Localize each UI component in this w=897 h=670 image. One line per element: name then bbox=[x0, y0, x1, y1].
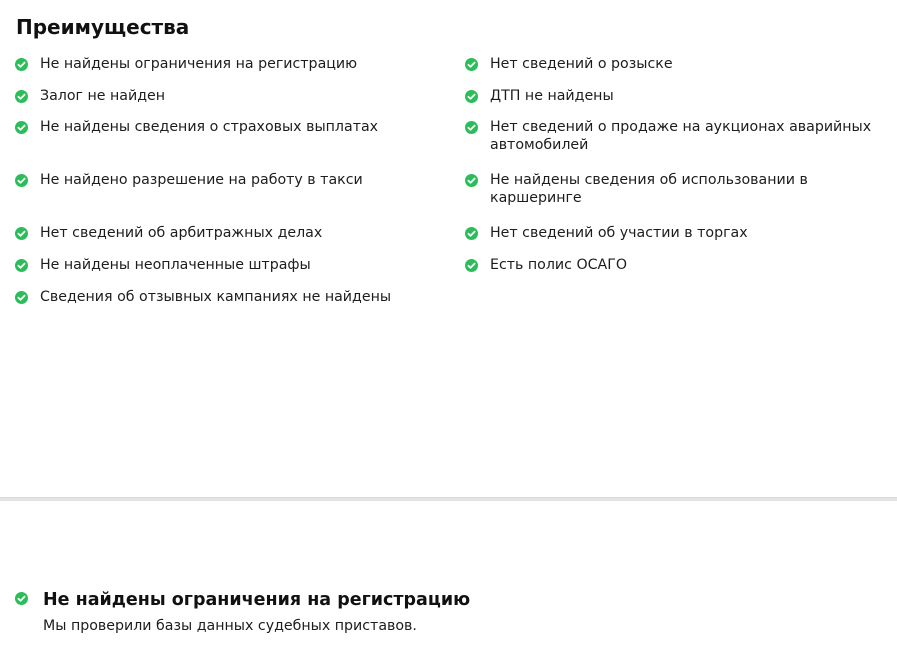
advantage-item bbox=[15, 171, 447, 212]
check-circle-icon bbox=[15, 227, 28, 240]
advantage-item bbox=[465, 118, 897, 159]
advantage-item bbox=[465, 171, 897, 212]
advantage-label: ДТП не найдены bbox=[490, 88, 614, 104]
advantage-item bbox=[465, 224, 897, 242]
check-circle-icon bbox=[465, 227, 478, 240]
check-circle-icon bbox=[15, 121, 28, 134]
detail-description: Мы проверили базы данных судебных приставов. bbox=[43, 618, 417, 634]
advantage-label: Нет сведений об участии в торгах bbox=[490, 225, 748, 241]
advantage-label: Не найдены сведения об использовании в каршеринге bbox=[490, 172, 808, 206]
advantage-label: Сведения об отзывных кампаниях не найдены bbox=[40, 289, 392, 305]
check-circle-icon bbox=[465, 259, 478, 272]
advantage-label: Не найдено разрешение на работу в такси bbox=[40, 172, 363, 188]
check-circle-icon bbox=[15, 291, 28, 304]
advantage-item bbox=[15, 55, 447, 73]
detail-title: Не найдены ограничения на регистрацию bbox=[43, 590, 471, 610]
advantage-label: Не найдены неоплаченные штрафы bbox=[40, 257, 311, 273]
check-circle-icon bbox=[15, 592, 28, 605]
advantage-item bbox=[15, 118, 447, 159]
check-circle-icon bbox=[15, 174, 28, 187]
advantage-item bbox=[15, 256, 447, 274]
advantage-label: Не найдены сведения о страховых выплатах bbox=[40, 119, 379, 135]
advantage-label: Есть полис ОСАГО bbox=[490, 257, 628, 273]
advantage-item bbox=[465, 55, 897, 73]
check-circle-icon bbox=[465, 121, 478, 134]
check-circle-icon bbox=[15, 90, 28, 103]
advantage-item bbox=[15, 224, 447, 242]
advantages-title: Преимущества bbox=[16, 15, 190, 39]
advantage-item bbox=[15, 288, 447, 306]
advantage-label: Нет сведений об арбитражных делах bbox=[40, 225, 323, 241]
detail-section bbox=[15, 589, 875, 635]
check-circle-icon bbox=[465, 174, 478, 187]
advantage-item bbox=[15, 87, 447, 105]
advantage-item bbox=[465, 87, 897, 105]
advantages-list-right bbox=[465, 55, 897, 274]
advantage-label: Залог не найден bbox=[40, 88, 166, 104]
advantages-list-left bbox=[15, 55, 447, 306]
check-circle-icon bbox=[15, 259, 28, 272]
advantage-label: Не найдены ограничения на регистрацию bbox=[40, 56, 358, 72]
check-circle-icon bbox=[15, 58, 28, 71]
check-circle-icon bbox=[465, 58, 478, 71]
section-divider bbox=[0, 497, 897, 501]
advantage-label: Нет сведений о продаже на аукционах аварийных автомобилей bbox=[490, 119, 872, 153]
advantage-item bbox=[465, 256, 897, 274]
advantage-label: Нет сведений о розыске bbox=[490, 56, 673, 72]
check-circle-icon bbox=[465, 90, 478, 103]
